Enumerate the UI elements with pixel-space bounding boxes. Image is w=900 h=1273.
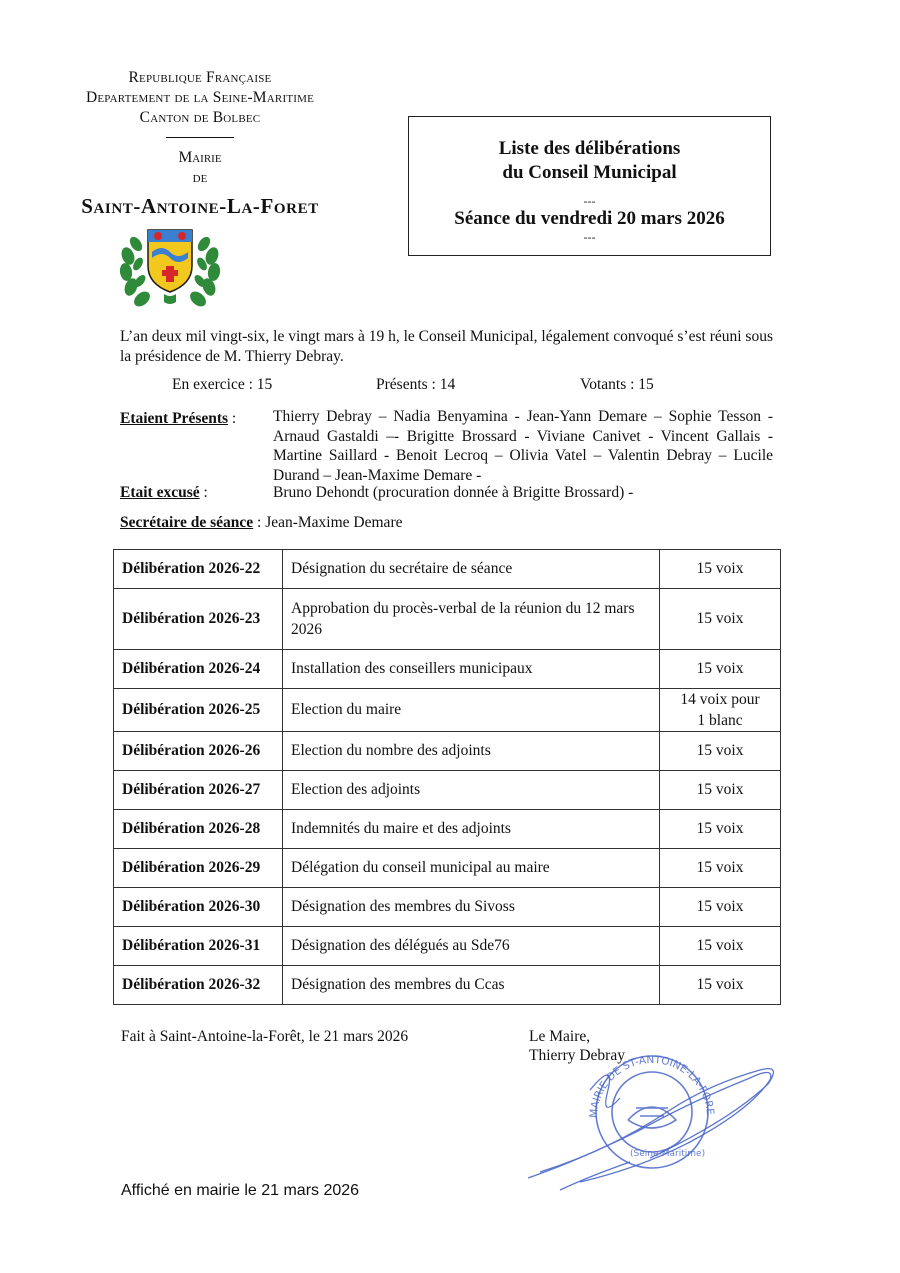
table-row <box>114 550 781 589</box>
delib-vote: 15 voix <box>660 966 781 1005</box>
table-row <box>114 650 781 689</box>
canton-line: Canton de Bolbec <box>139 109 261 126</box>
presents-label: Etaient Présents <box>120 410 229 427</box>
title-line-2: du Conseil Municipal <box>502 162 677 183</box>
deliberations-table <box>113 549 781 1005</box>
delib-vote: 15 voix <box>660 650 781 689</box>
delib-object: Approbation du procès-verbal de la réunion du 12 mars 2026 <box>283 589 660 650</box>
excuse-label-row <box>120 483 208 503</box>
svg-text:(Seine-Maritime): (Seine-Maritime) <box>630 1149 706 1159</box>
delib-vote <box>660 689 781 732</box>
title-separator-top: --- <box>583 194 596 208</box>
delib-vote: 15 voix <box>660 771 781 810</box>
secretaire-label: Secrétaire de séance <box>120 514 254 531</box>
table-row <box>114 732 781 771</box>
presents-list: Thierry Debray – Nadia Benyamina - Jean-Yann Demare – Sophie Tesson - Arnaud Gastaldi –- Brigitte Brossard - Viviane Canivet - Vincent Gallais - Martine Saillard - Benoit Lecroq – Olivia Vatel – Valentin Debray – Lucile Durand – Jean-Maxime Demare - <box>273 408 773 484</box>
delib-object: Indemnités du maire et des adjoints <box>283 810 660 849</box>
delib-number: Délibération 2026-28 <box>114 810 283 849</box>
delib-number: Délibération 2026-31 <box>114 927 283 966</box>
letterhead <box>40 68 360 219</box>
delib-number: Délibération 2026-27 <box>114 771 283 810</box>
svg-text:MAIRIE DE ST-ANTOINE-LA-FORET: MAIRIE DE ST-ANTOINE-LA-FORE <box>587 1053 716 1119</box>
delib-vote: 15 voix <box>660 810 781 849</box>
delib-number: Délibération 2026-24 <box>114 650 283 689</box>
maire-title: Le Maire, <box>529 1028 591 1045</box>
republique-line: Republique Française <box>128 69 272 86</box>
presents-label-row <box>120 409 236 429</box>
delib-object: Désignation des délégués au Sde76 <box>283 927 660 966</box>
table-row <box>114 888 781 927</box>
excuse-label: Etait excusé <box>120 484 200 501</box>
delib-vote-line-1: 14 voix pour <box>680 691 760 708</box>
count-en-exercice: En exercice : 15 <box>172 376 273 393</box>
letterhead-divider <box>166 137 234 138</box>
delib-number: Délibération 2026-22 <box>114 550 283 589</box>
delib-vote: 15 voix <box>660 849 781 888</box>
mairie-line: Mairie <box>178 149 222 166</box>
delib-object: Election du nombre des adjoints <box>283 732 660 771</box>
delib-object: Election des adjoints <box>283 771 660 810</box>
fait-a-line: Fait à Saint-Antoine-la-Forêt, le 21 mars 2026 <box>121 1028 409 1045</box>
delib-vote-line-2: 1 blanc <box>697 712 743 729</box>
delib-vote: 15 voix <box>660 888 781 927</box>
count-presents: Présents : 14 <box>376 376 456 393</box>
delib-vote: 15 voix <box>660 589 781 650</box>
signature-icon <box>528 1069 773 1190</box>
delib-object: Désignation des membres du Sivoss <box>283 888 660 927</box>
table-row <box>114 589 781 650</box>
title-separator-bottom: --- <box>583 230 596 244</box>
table-row <box>114 771 781 810</box>
delib-number: Délibération 2026-32 <box>114 966 283 1005</box>
presents-colon: : <box>228 410 237 427</box>
table-row <box>114 927 781 966</box>
maire-name: Thierry Debray <box>529 1047 625 1064</box>
title-box <box>408 116 771 256</box>
intro-paragraph: L’an deux mil vingt-six, le vingt mars à 19 h, le Conseil Municipal, légalement convoqué s’est réuni sous la présidence de M. Thierry Debray. <box>120 328 773 365</box>
table-row <box>114 810 781 849</box>
affiche-line: Affiché en mairie le 21 mars 2026 <box>121 1182 360 1199</box>
delib-vote: 15 voix <box>660 732 781 771</box>
excuse-list: Bruno Dehondt (procuration donnée à Brigitte Brossard) - <box>273 484 634 501</box>
delib-number: Délibération 2026-25 <box>114 689 283 732</box>
delib-object: Election du maire <box>283 689 660 732</box>
title-line-1: Liste des délibérations <box>498 138 681 159</box>
seance-date: Séance du vendredi 20 mars 2026 <box>454 208 725 229</box>
delib-number: Délibération 2026-23 <box>114 589 283 650</box>
de-line: de <box>192 169 208 186</box>
delib-number: Délibération 2026-29 <box>114 849 283 888</box>
commune-name: Saint-Antoine-La-Foret <box>81 194 319 218</box>
secretaire-value: : Jean-Maxime Demare <box>253 514 403 531</box>
delib-object: Délégation du conseil municipal au maire <box>283 849 660 888</box>
count-votants: Votants : 15 <box>580 376 654 393</box>
excuse-colon: : <box>199 484 208 501</box>
delib-number: Délibération 2026-26 <box>114 732 283 771</box>
departement-line: Departement de la Seine-Maritime <box>85 89 315 106</box>
secretaire-row <box>120 513 402 533</box>
delib-object: Désignation du secrétaire de séance <box>283 550 660 589</box>
table-row <box>114 966 781 1005</box>
delib-object: Installation des conseillers municipaux <box>283 650 660 689</box>
official-stamp-icon <box>520 1050 790 1195</box>
delib-number: Délibération 2026-30 <box>114 888 283 927</box>
coat-of-arms-icon <box>118 226 222 310</box>
delib-object: Désignation des membres du Ccas <box>283 966 660 1005</box>
table-row <box>114 849 781 888</box>
delib-vote: 15 voix <box>660 927 781 966</box>
table-row <box>114 689 781 732</box>
delib-vote: 15 voix <box>660 550 781 589</box>
